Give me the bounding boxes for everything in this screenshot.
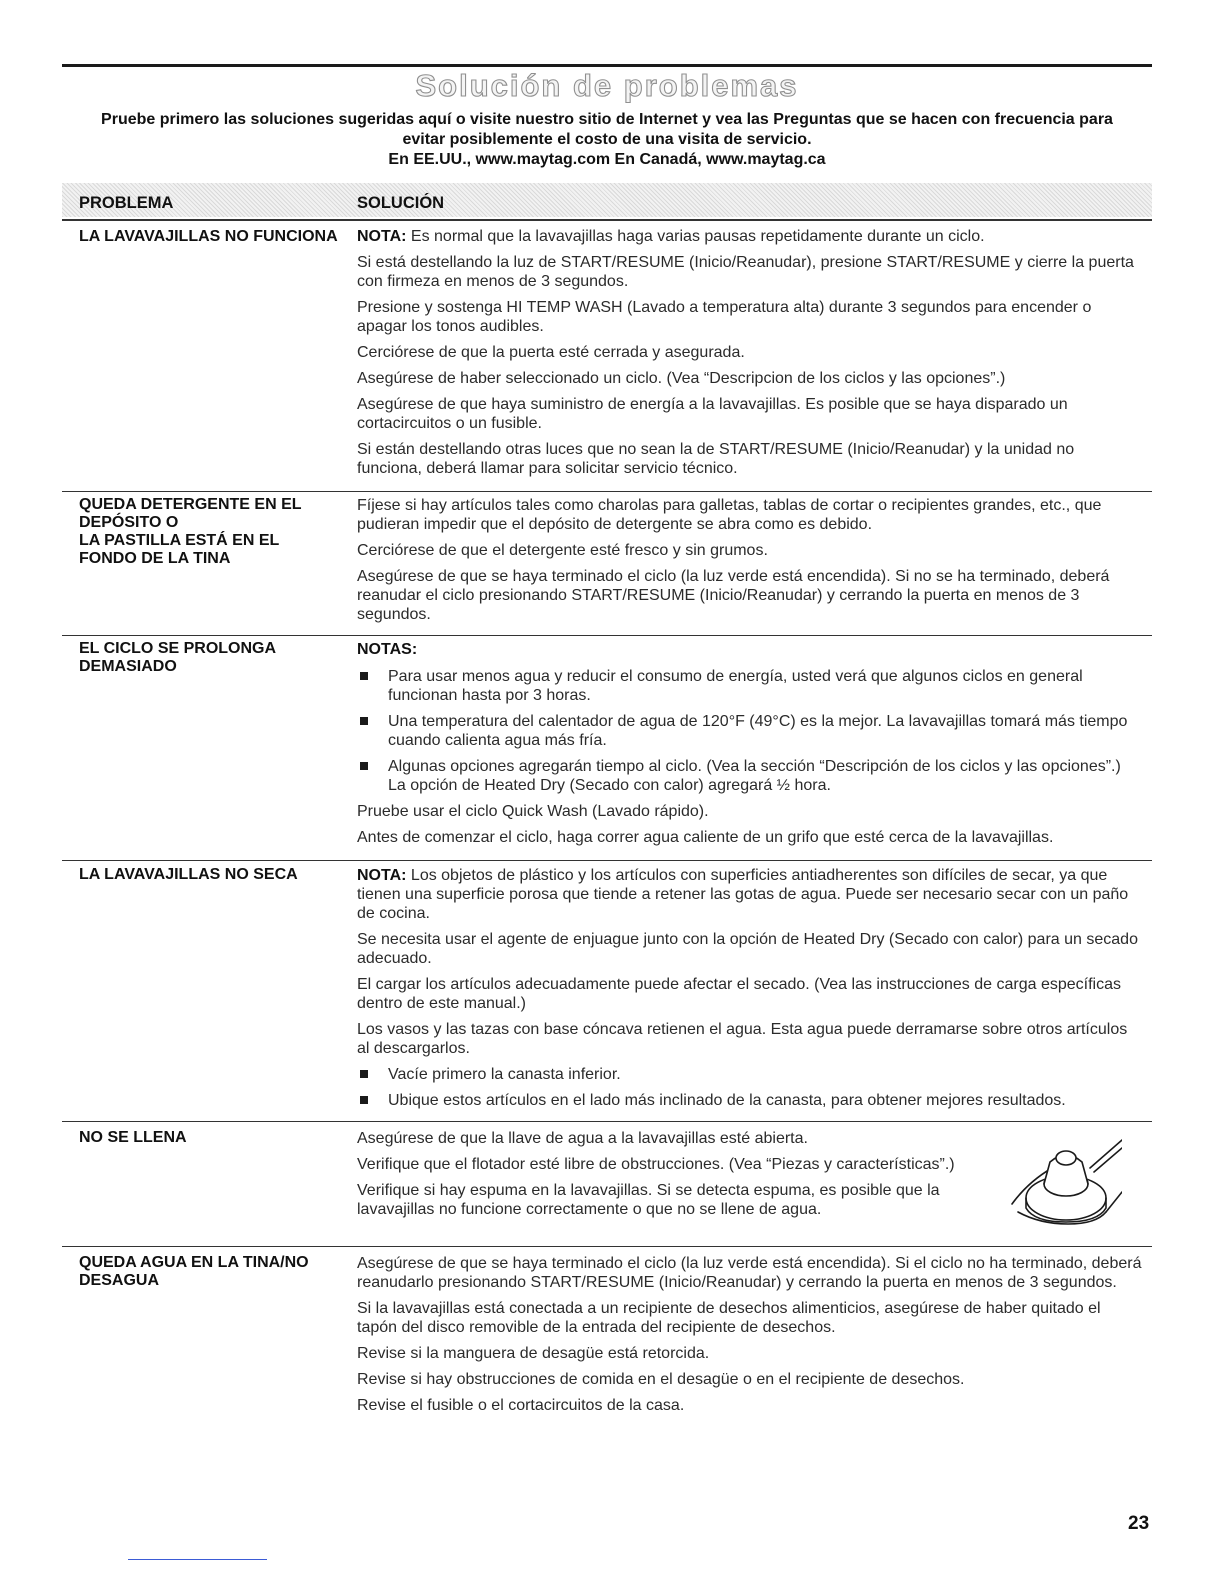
square-bullet-icon [360,1070,368,1078]
page-number: 23 [1128,1513,1150,1534]
solution-paragraph: Cerciórese de que el detergente esté fresco y sin grumos. [357,542,768,559]
note-text: Los objetos de plástico y los artículos con superficies antiadherentes son difíciles de secar, ya que tienen una superficie porosa que tiende a retener las gotas de agua. Puede ser necesario secar con un paño de cocina. [357,867,1129,922]
solution-note [357,866,1142,923]
table-row [62,228,1152,492]
problem-label: QUEDA AGUA EN LA TINA/NO DESAGUA [79,1254,309,1289]
solution-cell [357,496,1142,631]
table-row [62,1129,1152,1247]
row-separator [62,635,1152,637]
bullet-text: Vacíe primero la canasta inferior. [388,1066,621,1083]
square-bullet-icon [360,717,368,725]
note-label: NOTA: [357,867,407,884]
solution-paragraph: Si están destellando otras luces que no sean la de START/RESUME (Inicio/Reanudar) y la unidad no funciona, deberá llamar para solicitar servicio técnico. [357,441,1075,477]
problem-label: LA LAVAVAJILLAS NO FUNCIONA [79,228,338,245]
solution-paragraph: Asegúrese de que se haya terminado el ciclo (la luz verde está encendida). Si no se ha terminado, deberá reanudar el ciclo presionando START/RESUME (Inicio/Reanudar) y cerrando la puerta en menos de 3 segundos. [357,568,1110,623]
square-bullet-icon [360,762,368,770]
notes-label: NOTAS: [357,641,418,658]
solution-cell [357,866,1142,1117]
bullet-item [357,667,1142,705]
solution-paragraph: Se necesita usar el agente de enjuague junto con la opción de Heated Dry (Secado con calor) para un secado adecuado. [357,931,1138,967]
solution-cell [357,640,1142,854]
bullet-item [357,1065,1142,1084]
solution-paragraph: Antes de comenzar el ciclo, haga correr agua caliente de un grifo que esté cerca de la lavavajillas. [357,829,1054,846]
solution-paragraph: Revise el fusible o el cortacircuitos de la casa. [357,1397,685,1414]
solution-cell [357,1129,997,1226]
note-text: Es normal que la lavavajillas haga varias pausas repetidamente durante un ciclo. [406,228,985,245]
problem-label: EL CICLO SE PROLONGA DEMASIADO [79,640,276,675]
intro-line-3: En EE.UU., www.maytag.com En Canadá, www.maytag.ca [388,151,826,168]
solution-paragraph: Asegúrese de que haya suministro de energía a la lavavajillas. Es posible que se haya disparado un cortacircuitos o un fusible. [357,396,1068,432]
solution-paragraph: El cargar los artículos adecuadamente puede afectar el secado. (Vea las instrucciones de carga específicas dentro de este manual.) [357,976,1121,1012]
bullet-text: Algunas opciones agregarán tiempo al ciclo. (Vea la sección “Descripción de los ciclos y las opciones”.) La opción de Heated Dry (Secado con calor) agregará ½ hora. [388,758,1121,794]
solution-paragraph: Si la lavavajillas está conectada a un recipiente de desechos alimenticios, asegúrese de haber quitado el tapón del disco removible de la entrada del recipiente de desechos. [357,1300,1101,1336]
solution-paragraph: Los vasos y las tazas con base cóncava retienen el agua. Esta agua puede derramarse sobre otros artículos al descargarlos. [357,1021,1128,1057]
bullet-item [357,1091,1142,1110]
row-separator [62,860,1152,862]
footer-link-underline [128,1559,267,1560]
solution-paragraph: Verifique que el flotador esté libre de obstrucciones. (Vea “Piezas y características”.) [357,1156,955,1173]
row-separator [62,1121,1152,1123]
table-header-band [62,183,1152,217]
table-row [62,640,1152,861]
solution-paragraph: Revise si hay obstrucciones de comida en el desagüe o en el recipiente de desechos. [357,1371,965,1388]
header-rule [62,219,1152,221]
bullet-text: Ubique estos artículos en el lado más inclinado de la canasta, para obtener mejores resultados. [388,1092,1066,1109]
row-separator [62,491,1152,493]
header-problem: PROBLEMA [79,194,174,212]
header-solution: SOLUCIÓN [357,194,445,212]
bullet-text: Una temperatura del calentador de agua de 120°F (49°C) es la mejor. La lavavajillas tomará más tiempo cuando calienta agua más fría. [388,713,1128,749]
intro-line-2: evitar posiblemente el costo de una visita de servicio. [402,131,812,148]
table-row [62,496,1152,636]
bullet-item [357,712,1142,750]
solution-paragraph: Pruebe usar el ciclo Quick Wash (Lavado rápido). [357,803,709,820]
intro-line-1: Pruebe primero las soluciones sugeridas aquí o visite nuestro sitio de Internet y vea las Preguntas que se hacen con frecuencia para [101,111,1113,128]
bullet-text: Para usar menos agua y reducir el consumo de energía, usted verá que algunos ciclos en general funcionan hasta por 3 horas. [388,668,1083,704]
solution-paragraph: Asegúrese de que la llave de agua a la lavavajillas esté abierta. [357,1130,808,1147]
float-illustration [1010,1138,1122,1228]
solution-note [357,227,1142,246]
note-label: NOTA: [357,228,407,245]
solution-paragraph: Revise si la manguera de desagüe está retorcida. [357,1345,710,1362]
problem-line: LA PASTILLA ESTÁ EN EL FONDO DE LA TINA [79,532,280,567]
solution-paragraph: Verifique si hay espuma en la lavavajillas. Si se detecta espuma, es posible que la lavavajillas no funcione correctamente o que no se llene de agua. [357,1182,940,1218]
problem-line: QUEDA DETERGENTE EN EL DEPÓSITO O [79,496,302,531]
solution-paragraph: Asegúrese de haber seleccionado un ciclo. (Vea “Descripcion de los ciclos y las opciones”.) [357,370,1006,387]
problem-label: LA LAVAVAJILLAS NO SECA [79,866,298,883]
row-separator [62,1246,1152,1248]
solution-paragraph: Asegúrese de que se haya terminado el ciclo (la luz verde está encendida). Si el ciclo no ha terminado, deberá reanudarlo presionando START/RESUME (Inicio/Reanudar) y cerrando la puerta en menos de 3 segundos. [357,1255,1142,1291]
solution-paragraph: Si está destellando la luz de START/RESUME (Inicio/Reanudar), presione START/RESUME y cierre la puerta con firmeza en menos de 3 segundos. [357,254,1134,290]
solution-paragraph: Cerciórese de que la puerta esté cerrada y asegurada. [357,344,745,361]
problem-label: NO SE LLENA [79,1129,187,1146]
page-title: Solución de problemas [415,68,799,103]
intro-block [62,110,1152,170]
square-bullet-icon [360,672,368,680]
bullet-item [357,757,1142,795]
table-row [62,866,1152,1122]
solution-paragraph: Presione y sostenga HI TEMP WASH (Lavado a temperatura alta) durante 3 segundos para encender o apagar los tonos audibles. [357,299,1092,335]
solution-paragraph: Fíjese si hay artículos tales como charolas para galletas, tablas de cortar o recipientes grandes, etc., que pudieran impedir que el depósito de detergente se abra como es debido. [357,497,1102,533]
problem-label [79,496,341,568]
solution-cell [357,1254,1142,1422]
table-row [62,1254,1152,1444]
square-bullet-icon [360,1096,368,1104]
solution-cell [357,227,1142,485]
